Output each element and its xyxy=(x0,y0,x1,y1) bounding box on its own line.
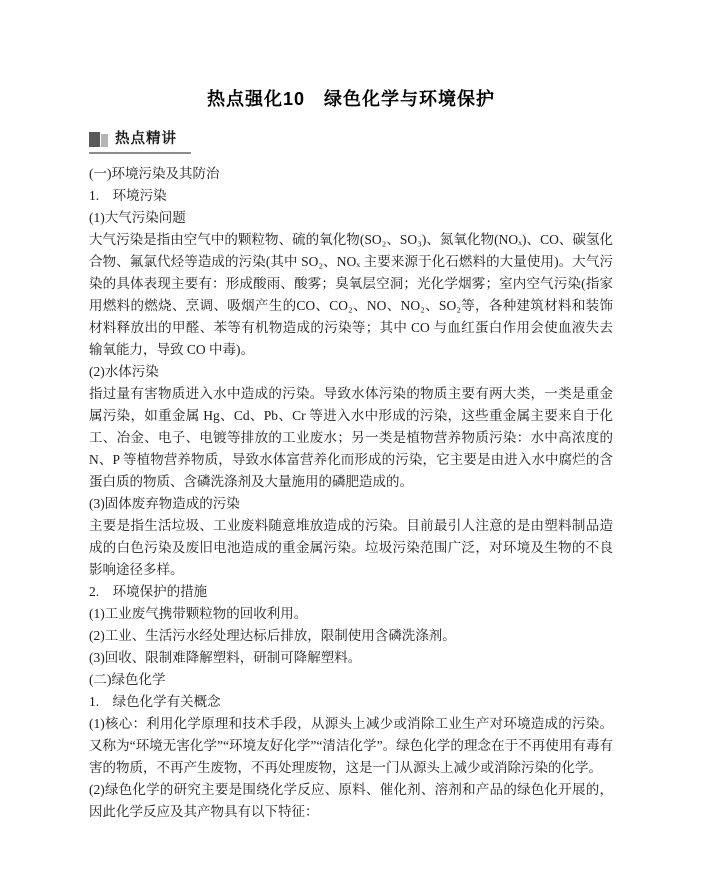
paragraph-heading: (2)水体污染 xyxy=(89,364,159,379)
paragraph: (3)回收、限制难降解塑料，研制可降解塑料。 xyxy=(89,650,362,665)
paragraph: 大气污染是指由空气中的颗粒物、硫的氧化物(SO₂、SO₃)、氮氧化物(NOₓ)、CO、碳氢化合物、氟氯代烃等造成的污染(其中 SO₂、NOₓ 主要来源于化石燃料的大量使用)。大气污染的具体表现主要有：形成酸雨、酸雾；臭氧层空洞；光化学烟雾；室内空气污染(指家用燃料的燃烧、烹调、吸烟产生的CO、CO₂、NO、NO₂、SO₂等，各种建筑材料和装饰材料释放出的甲醛、苯等有机物造成的污染等；其中 CO 与血红蛋白作用会使血液失去输氧能力，导致 CO 中毒)。 xyxy=(89,232,613,357)
paragraph: (1)工业废气携带颗粒物的回收利用。 xyxy=(89,606,308,621)
paragraph: 指过量有害物质进入水中造成的污染。导致水体污染的物质主要有两大类，一类是重金属污染，如重金属 Hg、Cd、Pb、Cr 等进入水中形成的污染，这些重金属主要来自于化工、冶金、电子、电镀等排放的工业废水；另一类是植物营养物质污染：水中高浓度的 N、P 等植物营养物质，导致水体富营养化而形成的污染，它主要是由进入水中腐烂的含蛋白质的物质、含磷洗涤剂及大量施用的磷肥造成的。 xyxy=(89,386,617,489)
marker-dark-bar xyxy=(89,132,100,147)
paragraph: (1)核心：利用化学原理和技术手段，从源头上减少或消除工业生产对环境造成的污染。又称为“环境无害化学”“环境友好化学”“清洁化学”。绿色化学的理念在于不再使用有毒有害的物质，不再产生废物，不再处理废物，这是一门从源头上减少或消除污染的化学。 xyxy=(89,716,613,775)
page-title: 热点强化10 绿色化学与环境保护 xyxy=(206,89,496,109)
marker-light-bar xyxy=(101,134,108,147)
document-body xyxy=(89,163,617,823)
paragraph-heading: (3)固体废弃物造成的污染 xyxy=(89,496,240,511)
paragraph-heading: 1. 绿色化学有关概念 xyxy=(89,694,221,709)
section-header-label: 热点精讲 xyxy=(115,131,177,147)
paragraph: (2)绿色化学的研究主要是围绕化学反应、原料、催化剂、溶剂和产品的绿色化开展的，因此化学反应及其产物具有以下特征： xyxy=(89,782,613,819)
paragraph: 主要是指生活垃圾、工业废料随意堆放造成的污染。目前最引人注意的是由塑料制品造成的白色污染及废旧电池造成的重金属污染。垃圾污染范围广泛，对环境及生物的不良影响途径多样。 xyxy=(89,518,613,577)
section-header xyxy=(89,131,191,154)
paragraph-heading: (1)大气污染问题 xyxy=(89,210,186,225)
section-marker-icon xyxy=(89,132,108,147)
paragraph-heading: 2. 环境保护的措施 xyxy=(89,584,208,599)
paragraph-heading: 1. 环境污染 xyxy=(89,188,167,203)
paragraph-heading: (二)绿色化学 xyxy=(89,672,166,687)
paragraph: (2)工业、生活污水经处理达标后排放，限制使用含磷洗涤剂。 xyxy=(89,628,456,643)
paragraph-heading: (一)环境污染及其防治 xyxy=(89,166,220,181)
